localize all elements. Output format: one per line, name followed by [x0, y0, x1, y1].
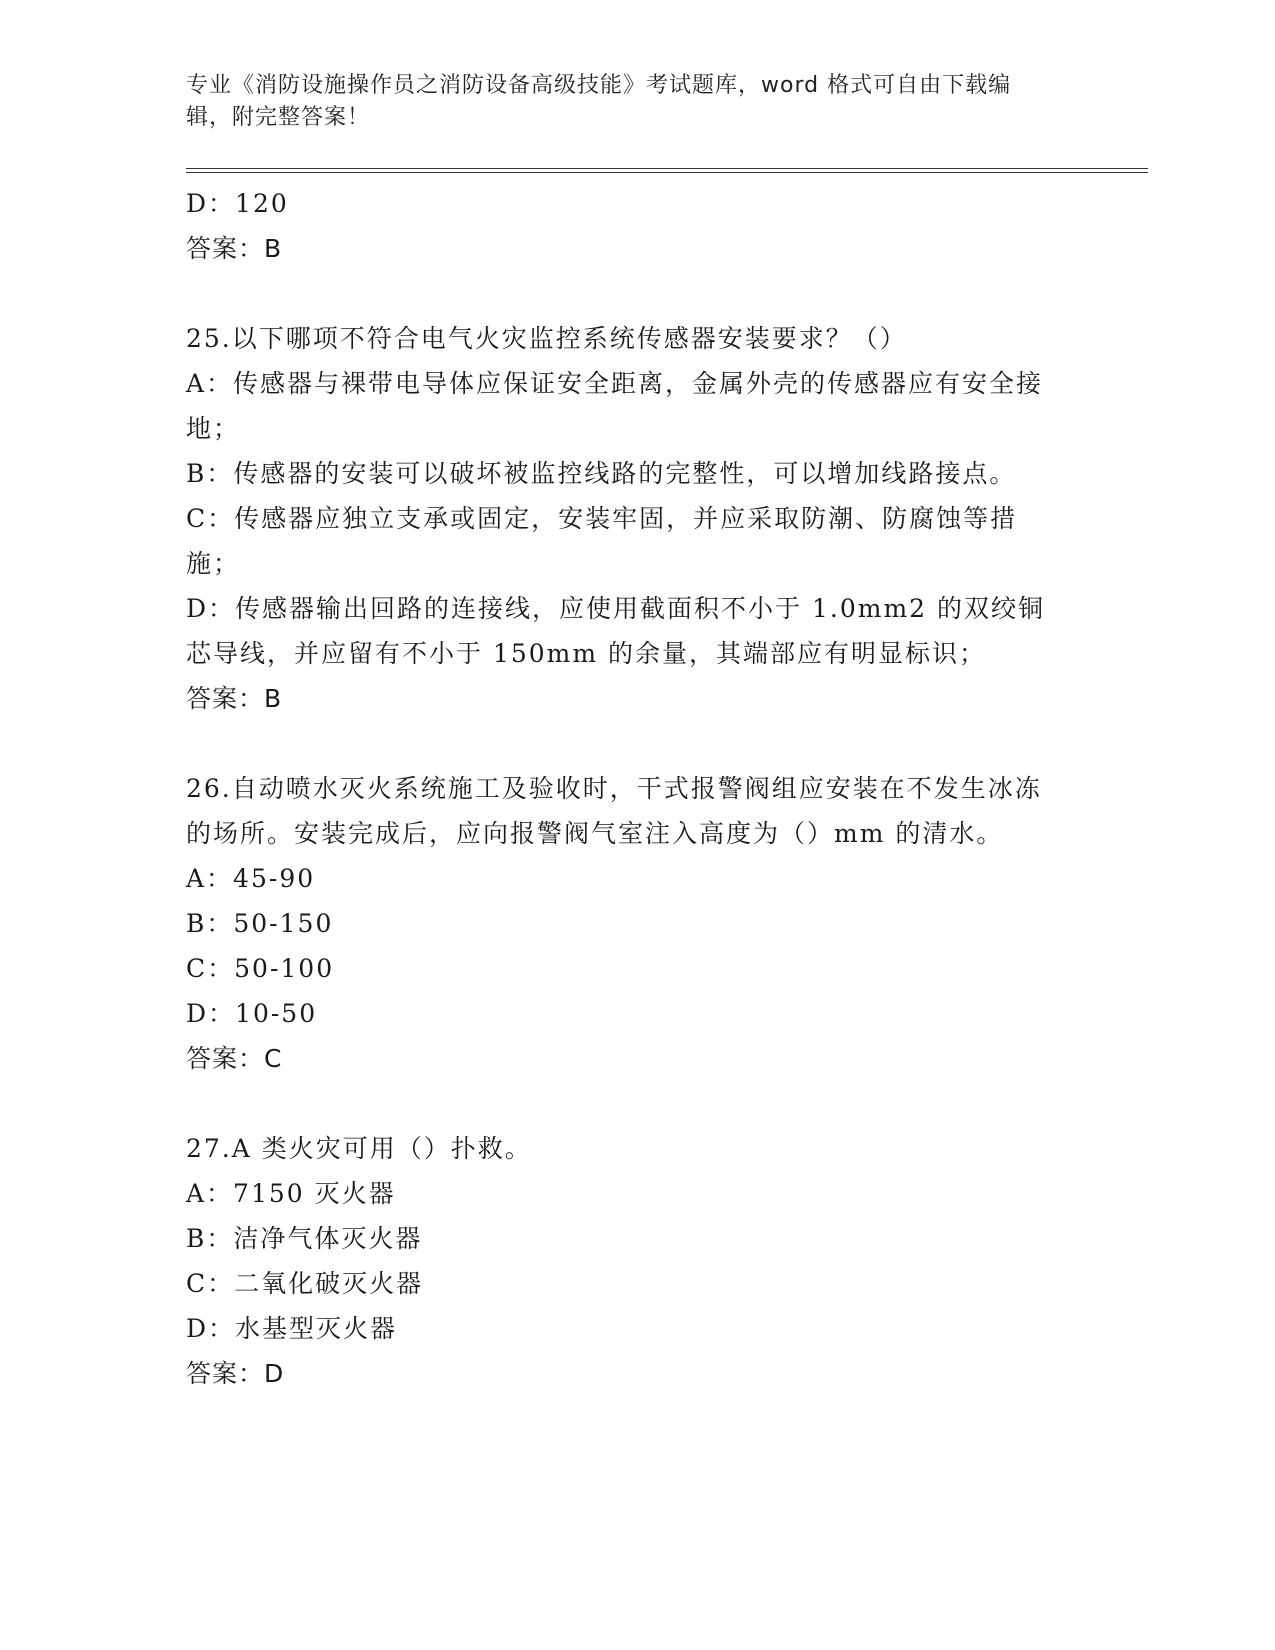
- question-25: [186, 316, 1066, 721]
- answer-line: 答案：B: [186, 684, 283, 713]
- option-c: C：二氧化破灭火器: [186, 1269, 424, 1298]
- document-content: [186, 181, 1066, 1396]
- option-b: B：50-150: [186, 909, 334, 938]
- option-a: A：45-90: [186, 864, 316, 893]
- option-d: D：传感器输出回路的连接线，应使用截面积不小于 1.0mm2 的双绞铜芯导线，并应留有不小于 150mm 的余量，其端部应有明显标识；: [186, 594, 1046, 668]
- answer-line: 答案：D: [186, 1359, 285, 1388]
- question-stem: 27.A 类火灾可用（）扑救。: [186, 1134, 532, 1163]
- answer-line: 答案：C: [186, 1044, 283, 1073]
- header-divider: [186, 168, 1148, 173]
- previous-question-tail: [186, 181, 1066, 271]
- option-b: B：传感器的安装可以破坏被监控线路的完整性，可以增加线路接点。: [186, 459, 1017, 488]
- option-b: B：洁净气体灭火器: [186, 1224, 423, 1253]
- document-header: 专业《消防设施操作员之消防设备高级技能》考试题库，word 格式可自由下载编辑，附完整答案！: [186, 73, 1012, 130]
- answer-line: 答案：B: [186, 234, 283, 263]
- option-a: A：传感器与裸带电导体应保证安全距离，金属外壳的传感器应有安全接地；: [186, 369, 1044, 443]
- question-stem: 25.以下哪项不符合电气火灾监控系统传感器安装要求？（）: [186, 324, 907, 353]
- option-d: D：水基型灭火器: [186, 1314, 398, 1343]
- question-27: [186, 1126, 1066, 1396]
- document-page: [186, 70, 1146, 1396]
- option-c: C：传感器应独立支承或固定，安装牢固，并应采取防潮、防腐蚀等措施；: [186, 504, 1018, 578]
- option-d: D：120: [186, 189, 289, 218]
- option-c: C：50-100: [186, 954, 335, 983]
- option-a: A：7150 灭火器: [186, 1179, 396, 1208]
- question-26: [186, 766, 1066, 1081]
- question-stem: 26.自动喷水灭火系统施工及验收时，干式报警阀组应安装在不发生冰冻的场所。安装完成后，应向报警阀气室注入高度为（）mm 的清水。: [186, 774, 1042, 848]
- option-d: D：10-50: [186, 999, 318, 1028]
